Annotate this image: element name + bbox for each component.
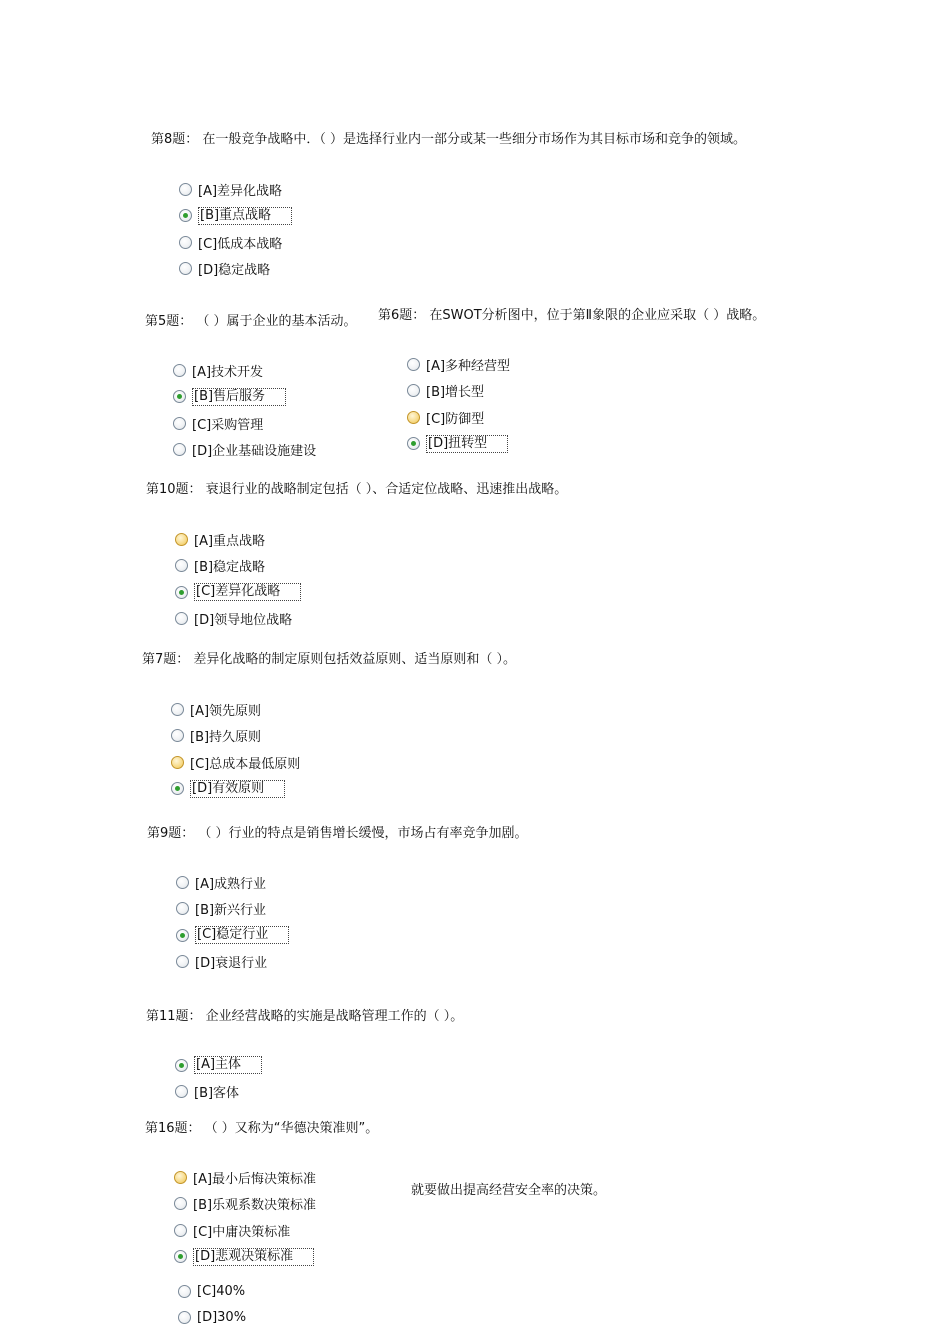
option-label[interactable]: [D]悲观决策标准 [193, 1248, 314, 1266]
option-row[interactable] [174, 1191, 316, 1218]
option-row[interactable] [176, 922, 289, 949]
option-row[interactable] [175, 1079, 262, 1106]
option-label[interactable]: [C]中庸决策标准 [193, 1224, 291, 1240]
options-q7 [171, 696, 300, 802]
option-label[interactable]: [C]稳定行业 [195, 926, 289, 944]
option-label[interactable]: [D]稳定战略 [198, 263, 271, 279]
option-label[interactable]: [C]低成本战略 [198, 236, 283, 252]
radio-selected-icon[interactable] [176, 929, 189, 942]
option-row[interactable] [175, 579, 301, 606]
radio-selected-icon[interactable] [171, 782, 184, 795]
radio-icon[interactable] [174, 1197, 187, 1210]
option-label[interactable]: [A]最小后悔决策标准 [193, 1171, 317, 1187]
option-label[interactable]: [D]领导地位战略 [194, 613, 293, 629]
option-label[interactable]: [A]主体 [194, 1056, 262, 1074]
option-row[interactable] [173, 410, 316, 437]
option-label[interactable]: [D]扭转型 [426, 435, 508, 453]
option-label[interactable]: [C]防御型 [426, 411, 485, 427]
radio-icon[interactable] [173, 364, 186, 377]
option-row[interactable] [174, 1244, 316, 1271]
options-q9 [176, 869, 289, 975]
option-label[interactable]: [D]衰退行业 [195, 956, 268, 972]
option-row[interactable] [179, 176, 292, 203]
option-row[interactable] [178, 1305, 246, 1332]
option-row[interactable] [407, 431, 510, 458]
option-row[interactable] [179, 256, 292, 283]
option-row[interactable] [171, 776, 300, 803]
option-label[interactable]: [A]多种经营型 [426, 358, 511, 374]
option-row[interactable] [175, 526, 301, 553]
radio-selected-icon[interactable] [175, 586, 188, 599]
option-row[interactable] [175, 606, 301, 633]
radio-icon[interactable] [176, 902, 189, 915]
option-row[interactable] [407, 351, 510, 378]
option-label[interactable]: [C]总成本最低原则 [190, 756, 301, 772]
radio-icon[interactable] [407, 358, 420, 371]
option-label[interactable]: [C]采购管理 [192, 417, 264, 433]
options-q5 [173, 357, 316, 463]
radio-icon[interactable] [407, 411, 420, 424]
radio-selected-icon[interactable] [175, 1059, 188, 1072]
option-row[interactable] [174, 1217, 316, 1244]
options-q16 [174, 1164, 316, 1270]
radio-icon[interactable] [171, 756, 184, 769]
radio-icon[interactable] [179, 183, 192, 196]
option-label[interactable]: [B]持久原则 [190, 730, 262, 746]
options-q8 [179, 176, 292, 282]
question-stem-16: 第16题： （ ）又称为“华德决策准则”。 [145, 1121, 379, 1136]
option-label[interactable]: [A]技术开发 [192, 364, 264, 380]
radio-selected-icon[interactable] [407, 437, 420, 450]
radio-icon[interactable] [178, 1311, 191, 1324]
question-stem-5: 第5题： （ ）属于企业的基本活动。 [145, 314, 357, 329]
option-label[interactable]: [D]30% [197, 1310, 247, 1326]
option-label[interactable]: [D]有效原则 [190, 780, 285, 798]
options-tail [178, 1278, 246, 1331]
radio-icon[interactable] [175, 1085, 188, 1098]
option-row[interactable] [176, 949, 289, 976]
radio-icon[interactable] [175, 612, 188, 625]
option-label[interactable]: [C]差异化战略 [194, 583, 301, 601]
question-stem-10: 第10题： 衰退行业的战略制定包括（ ）、合适定位战略、迅速推出战略。 [146, 482, 568, 497]
options-q10 [175, 526, 301, 632]
option-row[interactable] [178, 1278, 246, 1305]
radio-icon[interactable] [176, 955, 189, 968]
option-label[interactable]: [B]售后服务 [192, 388, 286, 406]
question-stem-9: 第9题： （ ）行业的特点是销售增长缓慢，市场占有率竞争加剧。 [147, 826, 528, 841]
option-row[interactable] [175, 553, 301, 580]
question-stem-7: 第7题： 差异化战略的制定原则包括效益原则、适当原则和（ ）。 [142, 652, 517, 667]
radio-icon[interactable] [176, 876, 189, 889]
option-row[interactable] [171, 749, 300, 776]
option-label[interactable]: [A]成熟行业 [195, 876, 267, 892]
radio-icon[interactable] [171, 729, 184, 742]
option-label[interactable]: [A]重点战略 [194, 533, 266, 549]
option-row[interactable] [176, 896, 289, 923]
options-q11 [175, 1052, 262, 1105]
option-row[interactable] [173, 384, 316, 411]
radio-icon[interactable] [174, 1224, 187, 1237]
radio-icon[interactable] [171, 703, 184, 716]
option-row[interactable] [173, 437, 316, 464]
question-stem-8: 第8题： 在一般竞争战略中．（ ）是选择行业内一部分或某一些细分市场作为其目标市场和竞争的领域。 [151, 132, 747, 147]
option-label[interactable]: [A]差异化战略 [198, 183, 283, 199]
option-row[interactable] [174, 1164, 316, 1191]
option-row[interactable] [173, 357, 316, 384]
radio-icon[interactable] [178, 1285, 191, 1298]
radio-icon[interactable] [174, 1171, 187, 1184]
option-row[interactable] [176, 869, 289, 896]
option-label[interactable]: [A]领先原则 [190, 703, 262, 719]
option-label[interactable]: [B]客体 [194, 1086, 240, 1102]
option-row[interactable] [175, 1052, 262, 1079]
option-label[interactable]: [D]企业基础设施建设 [192, 444, 317, 460]
option-row[interactable] [179, 203, 292, 230]
radio-icon[interactable] [173, 417, 186, 430]
option-label[interactable]: [C]40% [197, 1283, 246, 1299]
radio-icon[interactable] [179, 262, 192, 275]
option-row[interactable] [407, 378, 510, 405]
option-label[interactable]: [B]重点战略 [198, 207, 292, 225]
option-row[interactable] [407, 404, 510, 431]
option-label[interactable]: [B]稳定战略 [194, 560, 266, 576]
option-row[interactable] [171, 696, 300, 723]
option-label[interactable]: [B]新兴行业 [195, 903, 267, 919]
radio-icon[interactable] [175, 533, 188, 546]
option-row[interactable] [171, 723, 300, 750]
radio-selected-icon[interactable] [174, 1250, 187, 1263]
question-stem-6: 第6题： 在SWOT分析图中，位于第Ⅱ象限的企业应采取（ ）战略。 [378, 308, 766, 323]
option-label[interactable]: [B]乐观系数决策标准 [193, 1198, 317, 1214]
fragment-text: 就要做出提高经营安全率的决策。 [411, 1183, 607, 1198]
radio-icon[interactable] [407, 384, 420, 397]
radio-selected-icon[interactable] [179, 209, 192, 222]
options-q6 [407, 351, 510, 457]
option-row[interactable] [179, 229, 292, 256]
radio-selected-icon[interactable] [173, 390, 186, 403]
option-label[interactable]: [B]增长型 [426, 385, 485, 401]
radio-icon[interactable] [175, 559, 188, 572]
question-stem-11: 第11题： 企业经营战略的实施是战略管理工作的（ ）。 [146, 1009, 464, 1024]
radio-icon[interactable] [179, 236, 192, 249]
radio-icon[interactable] [173, 443, 186, 456]
